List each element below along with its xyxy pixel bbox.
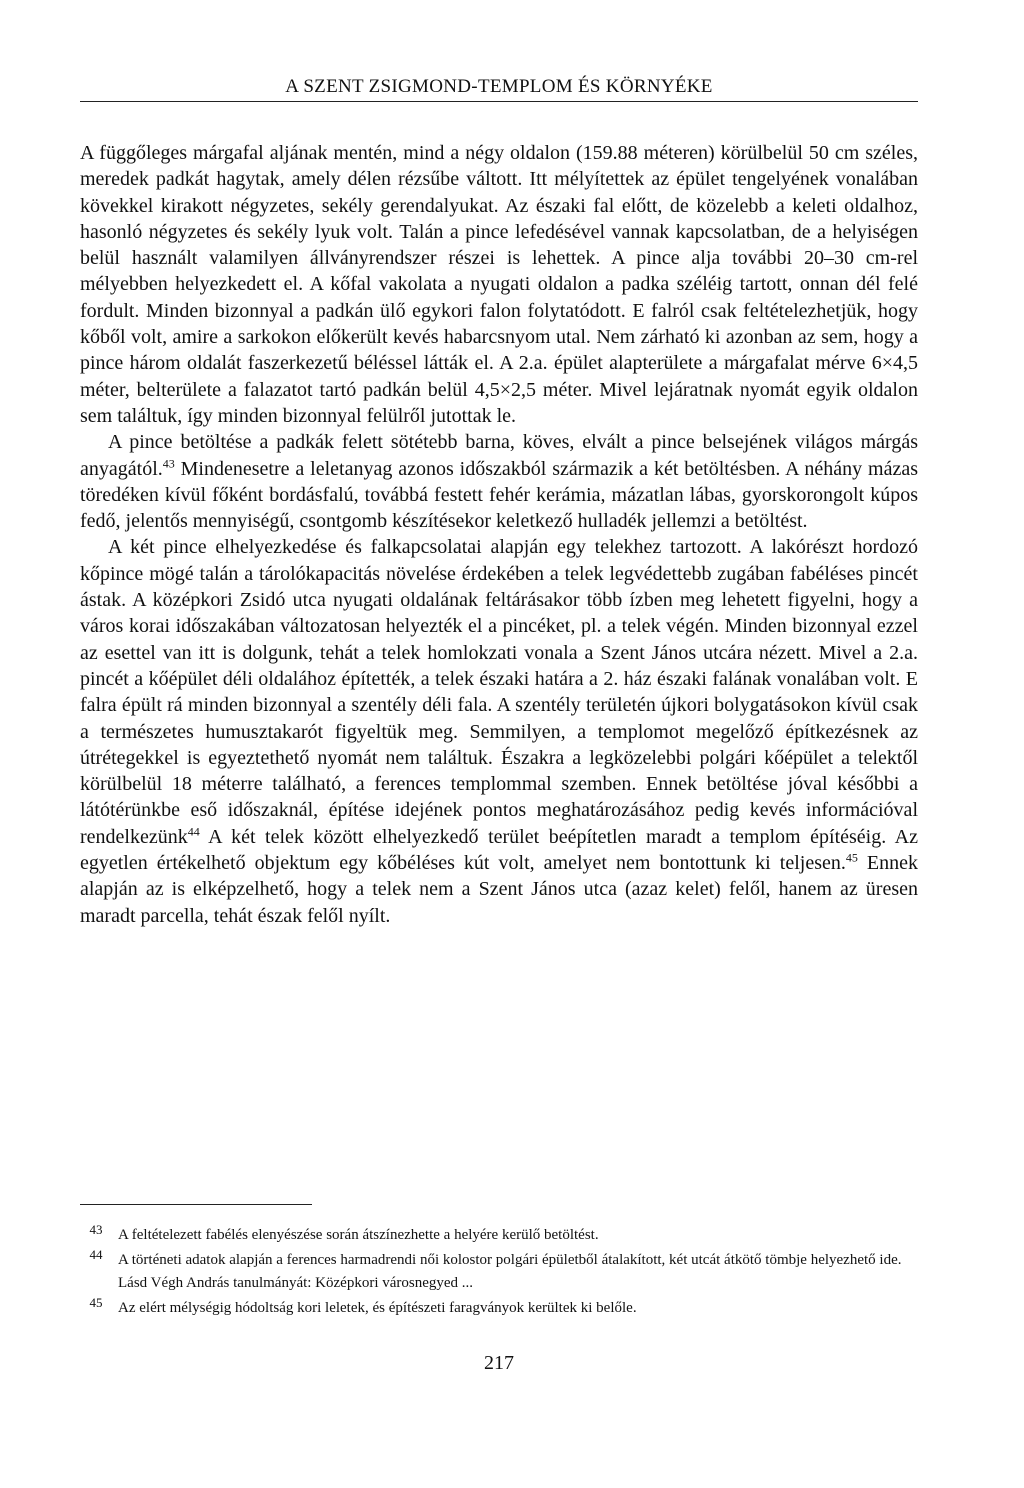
paragraph-3 — [80, 534, 918, 928]
footnote-rule — [80, 1204, 312, 1205]
paragraph-2 — [80, 429, 918, 534]
footnote-reference[interactable]: 43 — [162, 455, 175, 470]
footnote-number: 45 — [89, 1295, 103, 1310]
footnote-reference[interactable]: 44 — [187, 824, 200, 839]
footnotes — [80, 1224, 918, 1322]
footnote-text: A feltételezett fabélés elenyészése során átszínezhette a helyére kerülő betöltést. — [118, 1227, 599, 1243]
running-header-title: A SZENT ZSIGMOND-TEMPLOM ÉS KÖRNYÉKE — [285, 76, 713, 97]
footnote-text: A történeti adatok alapján a ferences harmadrendi női kolostor polgári épületből átalakított, két utcát átkötő tömbje helyezhető ide. Lásd Végh András tanulmányát: Középkori városnegyed ... — [118, 1252, 902, 1291]
text-run: A függőleges márgafal aljának mentén, mind a négy oldalon (159.88 méteren) körülbelül 50 cm széles, meredek padkát hagytak, amely délen rézsűbe váltott. Itt mélyítettek az épület tengelyének vonalában kövekkel kirakott négyzetes, sekély gerendalyukat. Az északi fal előtt, de közelebb a keleti oldalhoz, hasonló négyzetes és sekély lyuk volt. Talán a pince lefedésével vannak kapcsolatban, de a helyiségen belül használt valamilyen állványrendszer részei is lehettek. A pince alja további 20–30 cm-rel mélyebben helyezkedett el. A kőfal vakolata a nyugati oldalon a padka széléig tartott, onnan dél felé fordult. Minden bizonnyal a padkán ülő egykori falon folytatódott. E falról csak feltételezhetjük, hogy kőből volt, amire a sarkokon előkerült kevés habarcsnyom utal. Nem zárható ki azonban az sem, hogy a pince három oldalát faszerkezetű béléssel látták el. A 2.a. épület alapterülete a márgafalat mérve 6×4,5 méter, belterülete a falazatot tartó padkán belül 4,5×2,5 méter. Mivel lejáratnak nyomát egyik oldalon sem találtuk, így minden bizonnyal felülről jutottak le. — [80, 142, 918, 427]
footnote-number: 43 — [89, 1222, 103, 1237]
header-rule — [80, 101, 918, 102]
footnote-44 — [80, 1249, 918, 1295]
paragraph-1 — [80, 140, 918, 429]
text-run: A két telek között elhelyezkedő terület beépítetlen maradt a templom építéséig. Az egyetlen értékelhető objektum egy kőbéléses kút volt, amelyet nem bontottunk ki teljesen. — [80, 825, 918, 875]
footnote-number: 44 — [89, 1247, 103, 1262]
footnote-reference[interactable]: 45 — [845, 850, 858, 865]
text-run: Ennek alapján az is elképzelhető, hogy a telek nem a Szent János utca (azaz kelet) felől, hanem az üresen maradt parcella, tehát észak felől nyílt. — [80, 852, 919, 927]
footnote-text: Az elért mélységig hódoltság kori leletek, és építészeti faragványok kerültek ki belőle. — [118, 1300, 637, 1316]
body-text — [80, 140, 918, 929]
text-run: A két pince elhelyezkedése és falkapcsolatai alapján egy telekhez tartozott. A lakórészt hordozó kőpince mögé talán a tárolókapacitás növelése érdekében a telek legvédettebb zugában fabéléses pincét ástak. A középkori Zsidó utca nyugati oldalának feltárásakor több ízben meg lehetett figyelni, hogy a város korai időszakában változatosan helyezték el a pincéket, pl. a telek végén. Minden bizonnyal ezzel az esettel van itt is dolgunk, tehát a telek homlokzati vonala a Szent János utcára nézett. Mivel a 2.a. pincét a kőépület déli oldalához építették, a telek északi határa a 2. ház északi falának vonalában volt. E falra épült rá minden bizonnyal a szentély déli fala. A szentély területén újkori bolygatásokon kívül csak a természetes humusztakarót figyeltük meg. Semmilyen, a templomot megelőző építkezésnek az útrétegekkel is egyeztethető nyomát nem találtuk. Északra a legközelebbi polgári kőépület a telektől körülbelül 18 méterre található, a ferences templommal szemben. Ennek betöltése jóval későbbi a látótérünkbe eső időszaknál, építése idejének pontos meghatározásához pedig kevés információval rendelkezünk — [80, 536, 918, 848]
page-number: 217 — [484, 1352, 514, 1374]
footnote-45 — [80, 1297, 918, 1320]
text-run: A pince betöltése a padkák felett sötétebb barna, köves, elvált a pince belsejének világos márgás anyagától. — [80, 431, 918, 480]
footnote-43 — [80, 1224, 918, 1247]
running-header — [80, 76, 918, 98]
text-run: Mindenesetre a leletanyag azonos időszakból származik a két betöltésben. A néhány mázas töredéken kívül főként bordásfalú, továbbá festett fehér kerámia, mázatlan lábas, gyorskorongolt kúpos fedő, jelentős mennyiségű, csontgomb készítésekor keletkező hulladék jellemzi a betöltést. — [80, 457, 918, 533]
